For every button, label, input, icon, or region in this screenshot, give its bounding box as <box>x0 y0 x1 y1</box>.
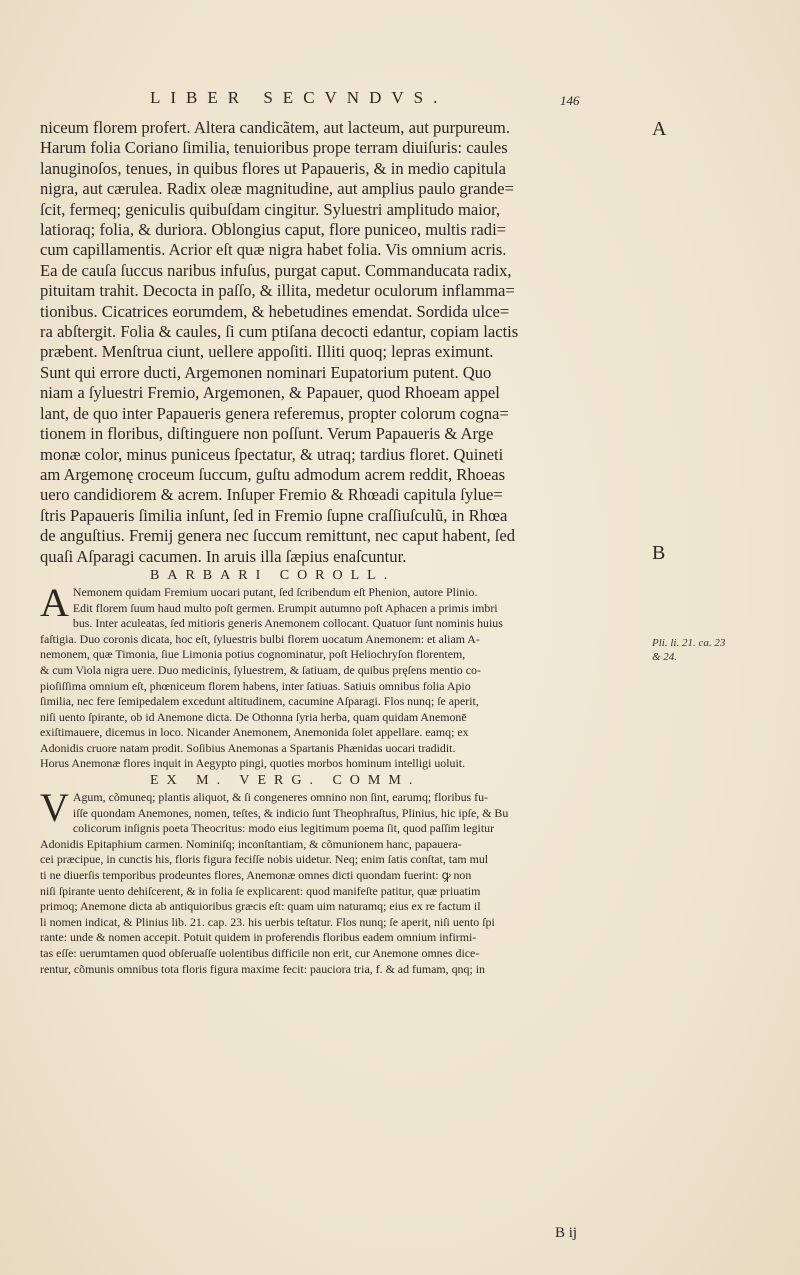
margin-note-line: Pli. li. 21. ca. 23 <box>652 637 726 649</box>
text-line: Ea de cauſa ſuccus naribus infuſus, purgat caput. Commanducata radix, <box>40 260 512 280</box>
margin-letter-b: B <box>652 542 666 564</box>
text-line: primoq; Anemone dicta ab antiquioribus græcis eſt: quam uim naturamq; eius ex re factum il <box>40 899 481 914</box>
folio-number: 146 <box>560 93 580 108</box>
text-line: faſtigia. Duo coronis dicata, hoc eſt, ſyluestris bulbi florem uocatum Anemonem: et aliam A- <box>40 631 480 646</box>
commentary-vergilius <box>40 785 640 977</box>
text-line: præbent. Menſtrua ciunt, uellere appoſiti. Illiti quoq; lepras eximunt. <box>40 342 494 362</box>
text-line: pituitam trahit. Decocta in paſſo, & illita, medetur oculorum inflamma= <box>40 281 515 301</box>
text-line: uero candidiorem & acrem. Inſuper Fremio & Rhœadi capitula ſylue= <box>40 485 503 505</box>
text-line: pioſiſſima omnium eſt, phœniceum florem habens, inter ſatiuas. Satiuis omnibus folia Apio <box>40 678 471 693</box>
text-line: tionem in floribus, diſtinguere non poſſunt. Verum Papaueris & Arge <box>40 424 494 444</box>
text-line: rante: unde & nomen accepit. Potuit quidem in proferendis floribus eadem omnium infirmi- <box>40 930 477 945</box>
section-heading-barbari: BARBARI COROLL. <box>150 567 396 583</box>
text-line: de anguſtius. Fremij genera nec ſuccum remittunt, nec caput habent, ſed <box>40 526 516 546</box>
text-line: Nemonem quidam Fremium uocari putant, ſed ſcribendum eſt Phenion, autore Plinio. <box>72 584 478 599</box>
text-line: Harum folia Coriano ſimilia, tenuioribus prope terram diuiſuris: caules <box>40 138 508 158</box>
margin-note-line: & 24. <box>652 651 678 663</box>
text-line: Horus Anemonæ flores inquit in Aegypto pingi, quoties morbos hominum intelligi uoluit. <box>40 756 466 771</box>
text-line: ti ne diuerſis temporibus prodeuntes flores, Anemonæ omnes dicti quondam fuerint: ꝙ non <box>40 868 472 883</box>
text-line: lant, de quo inter Papaueris genera referemus, propter colorum cogna= <box>40 403 509 423</box>
commentary-barbari <box>40 579 640 772</box>
text-line: lanuginoſos, tenues, in quibus flores ut Papaueris, & in medio capitula <box>40 158 506 178</box>
text-line: niſi ſpirante uento dehiſcerent, & in folia ſe explicarent: quod manifeſte patitur, quæ priuatim <box>40 883 481 898</box>
text-line: tas eſſe: uerumtamen quod obſeruaſſe uolentibus difficile non erit, cur Anemone omnes dice- <box>40 946 480 960</box>
text-line: nigra, aut cærulea. Radix oleæ magnitudine, aut amplius paulo grande= <box>40 179 514 199</box>
text-line: iſſe quondam Anemones, nomen, teſtes, & indicio ſunt Theophraſtus, Plinius, hic ipſe, & Bu <box>72 805 509 820</box>
text-line: ra abſtergit. Folia & caules, ſi cum ptiſana decocti edantur, copiam lactis <box>40 322 519 342</box>
text-line: am Argemonę croceum ſuccum, guſtu admodum acrem reddit, Rhoeas <box>40 464 506 484</box>
main-text <box>40 118 640 977</box>
signature-mark: B ij <box>555 1225 578 1241</box>
text-line: niceum florem profert. Altera candicãtem, aut lacteum, aut purpureum. <box>40 118 510 137</box>
text-line: Edit florem ſuum haud multo poſt germen. Erumpit autumno poſt Aphacen a primis imbri <box>72 600 498 615</box>
text-line: bus. Inter aculeatas, ſed mitioris generis Anemonem collocant. Quatuor ſunt nominis huius <box>72 616 503 631</box>
initial-letter: A <box>40 579 69 625</box>
text-line: ſimilia, nec fere ſemipedalem excedunt altitudinem, cacumine Aſparagi. Flos nunq; ſe aperit, <box>40 694 479 709</box>
text-line: nemonem, quæ Timonia, ſiue Limonia potius cognominatur, poſt Heliochryſon florentem, <box>40 647 466 662</box>
margin-note <box>652 636 725 664</box>
text-line: Adonidis cruore natam prodit. Soſibius Anemonas a Spartanis Phænidas uocari tradidit. <box>40 740 456 755</box>
text-line: niam a ſyluestri Fremio, Argemonen, & Papauer, quod Rhoeam appel <box>40 383 500 403</box>
running-title: LIBER SECVNDVS. <box>150 88 448 107</box>
text-line: exiſtimauere, dicemus in loco. Nicander Anemonem, Anemonida ſolet appellare. eamq; ex <box>40 725 469 740</box>
text-line: cum capillamentis. Acrior eſt quæ nigra habet folia. Vis omnium acris. <box>40 240 507 260</box>
text-line: li nomen indicat, & Plinius lib. 21. cap. 23. his uerbis teſtatur. Flos nunq; ſe aperit, niſi uento ſpi <box>40 914 495 929</box>
initial-letter: V <box>40 785 69 831</box>
text-line: & cum Viola nigra uere. Duo medicinis, ſyluestrem, & ſatiuam, de quibus pręſens mentio co- <box>40 662 481 677</box>
text-line: Agum, cõmuneq; plantis aliquot, & ſi congeneres omnino non ſint, earumq; floribus fu- <box>72 790 489 805</box>
text-line: tionibus. Cicatrices eorumdem, & hebetudines emendat. Sordida ulce= <box>40 301 510 321</box>
text-line: latioraq; folia, & duriora. Oblongius caput, flore puniceo, multis radi= <box>40 220 507 240</box>
text-line: monæ color, minus puniceus ſpectatur, & utraq; tardius floret. Quineti <box>40 444 504 464</box>
text-line: ſcit, fermeq; geniculis quibuſdam cingitur. Syluestri amplitudo maior, <box>40 199 501 219</box>
section-heading-vergilius: EX M. VERG. COMM. <box>150 773 421 789</box>
text-line: colicorum inſignis poeta Theocritus: modo eius legitimum poema ſit, quod paſſim legitur <box>72 821 495 836</box>
text-line: Adonidis Epitaphium carmen. Nominiſq; inconſtantiam, & cõmunionem hanc, papauera- <box>40 836 462 851</box>
text-line: quaſi Aſparagi cacumen. In aruis illa ſæpius enaſcuntur. <box>40 546 407 566</box>
text-line: rentur, cõmunis omnibus tota floris figura maxime fecit: pauciora tria, f. & ad fumam, qnq; in <box>40 961 485 976</box>
text-line: ſtris Papaueris ſimilia inſunt, ſed in Fremio ſupne craſſiuſculũ, in Rhœa <box>40 505 508 525</box>
text-line: cei præcipue, in cunctis his, floris figura feciſſe nobis uidetur. Neq; enim ſatis conſtat, tam mul <box>40 852 489 867</box>
text-line: niſi uento ſpirante, ob id Anemone dicta. De Othonna ſyria herba, quam quidam Anemonē <box>40 709 467 724</box>
margin-letter-a: A <box>652 118 667 140</box>
text-line: Sunt qui errore ducti, Argemonen nominari Eupatorium putent. Quo <box>40 362 492 382</box>
